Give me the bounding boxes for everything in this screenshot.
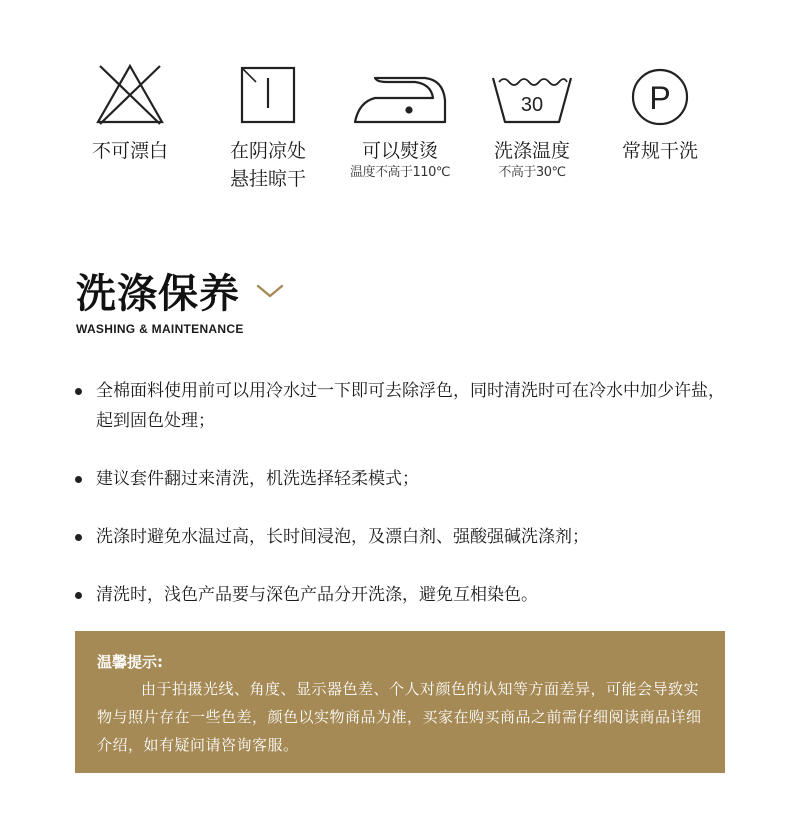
section-heading	[76, 262, 285, 319]
care-item-dry-in-shade	[198, 60, 338, 192]
care-instructions-list	[72, 376, 732, 638]
notice-title: 温馨提示:	[97, 653, 163, 671]
care-item-no-bleach	[60, 60, 200, 164]
care-item-dry-clean	[590, 60, 730, 164]
chevron-down-icon	[255, 282, 285, 300]
wash-tub-icon	[487, 60, 577, 130]
list-item: 全棉面料使用前可以用冷水过一下即可去除浮色，同时清洗时可在冷水中加少许盐，起到固色处理；	[72, 376, 732, 436]
line-dry-in-shade-icon	[228, 60, 308, 130]
list-item: 清洗时，浅色产品要与深色产品分开洗涤，避免互相染色。	[72, 580, 732, 610]
iron-icon	[345, 60, 455, 130]
list-item: 洗涤时避免水温过高，长时间浸泡，及漂白剂、强酸强碱洗涤剂；	[72, 522, 732, 552]
care-sublabel: 温度不高于110℃	[350, 165, 450, 180]
care-label: 不可漂白	[91, 140, 168, 162]
care-label: 可以熨烫	[361, 140, 438, 162]
care-sublabel: 不高于30℃	[498, 165, 566, 180]
care-label: 常规干洗	[621, 140, 698, 162]
care-icons-row	[0, 0, 800, 210]
list-item: 建议套件翻过来清洗，机洗选择轻柔模式；	[72, 464, 732, 494]
no-bleach-icon	[90, 60, 170, 130]
svg-text:30: 30	[520, 94, 544, 116]
dry-clean-p-icon	[620, 60, 700, 130]
care-item-iron	[330, 60, 470, 182]
care-label: 洗涤温度	[493, 140, 570, 162]
care-label: 在阴凉处	[229, 140, 306, 162]
section-subtitle: WASHING & MAINTENANCE	[76, 322, 244, 336]
care-item-wash-temperature	[462, 60, 602, 182]
section-title: 洗涤保养	[76, 271, 240, 317]
notice-text: 由于拍摄光线、角度、显示器色差、个人对颜色的认知等方面差异，可能会导致实物与照片存在一些色差，颜色以实物商品为准，买家在购买商品之前需仔细阅读商品详细介绍，如有疑问请咨询客服。	[97, 680, 702, 754]
warm-notice-box	[75, 631, 725, 773]
care-label-line2: 悬挂晾干	[229, 168, 306, 190]
svg-text:P: P	[649, 80, 671, 116]
